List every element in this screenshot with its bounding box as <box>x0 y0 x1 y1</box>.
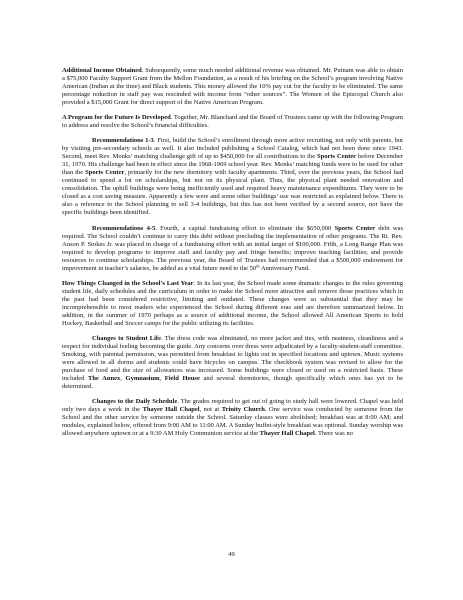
heading-how-things-changed: How Things Changed in the School’s Last Year <box>62 279 194 287</box>
document-body <box>62 67 403 445</box>
heading-changes-daily-schedule: Changes to the Daily Schedule <box>92 398 178 406</box>
paragraph-changes-daily-schedule: Changes to the Daily Schedule. The grades required to get out of going to study hall were lowered. Chapel was held only two days a week in the Thayer Hall Chapel, not at Trinity Church. One service was conducted by someone from the School and the other service by someone outside the School. Saturday classes were abolished; breakfast was at 8:00 AM; and modules, explained below, offered from 9:00 AM to 11:00 AM. A Sunday buffet-style breakfast was optional. Sunday worship was allowed anywhere uptown or at a 9:30 AM Holy Communion service at the Thayer Hall Chapel. There was no <box>62 398 403 438</box>
heading-recommendations-1-3: Recommendations 1-3 <box>92 137 154 145</box>
paragraph-program-future: A Program for the Future Is Developed. Together, Mr. Blanchard and the Board of Trustees came up with the following Program to address and resolve the School’s financial difficulties. <box>62 114 403 130</box>
heading-changes-student-life: Changes to Student Life <box>92 334 161 342</box>
paragraph-additional-income: Additional Income Obtained. Subsequently, some much needed additional revenue was obtained. Mr. Putnam was able to obtain a $75,000 Faculty Support Grant from the Mellon Foundation, as a result of his briefing on the School’s program involving Native American (Indian at the time) and Black students. This money allowed the 10% pay cut for the faculty to be eliminated. The same percentage reduction in staff pay was rescinded with income from “other sources”. The Women of the Episcopal Church also provided a $15,000 Grant for direct support of the Native American Program. <box>62 67 403 106</box>
heading-additional-income: Additional Income Obtained <box>62 67 142 74</box>
paragraph-how-things-changed: How Things Changed in the School’s Last Year. In its last year, the School made some dramatic changes to the rules governing student life, daily schedules and the curriculum in order to make the School more attractive and remove those practices which in the past had been considered restrictive, limiting and outdated. These changes were so substantial that they may be incomprehensible to most readers who experienced the School during different eras and are therefore summarized below. In addition, in the summer of 1970 perhaps as a source of additional income, the School allowed All American Sports to hold Hockey, Basketball and Soccer camps for the public utilizing its facilities. <box>62 279 403 327</box>
heading-recommendations-4-5: Recommendations 4-5 <box>92 224 156 232</box>
heading-program-future: A Program for the Future Is Developed <box>62 114 171 122</box>
page-number: 49 <box>228 551 235 558</box>
paragraph-recommendations-1-3: Recommendations 1-3. First, build the School’s enrollment through more active recruiting, not only with parents, but by visiting pre-secondary schools as well. It also included publishing a School Catalog, which had not been done since 1943. Second, meet Rev. Monks’ matching challenge gift of up to $450,000 for all contributions to the Sports Center before December 31, 1970. His challenge had been in effect since the 1968-1969 school year. Rev. Monks’ matching funds were to be used for other than the Sports Center, primarily for the new dormitory with faculty apartments. Third, over the previous years, the School had continued to spend a lot on scholarships, but not on its physical plant. Thus, the physical plant needed renovation and consolidation. The uphill buildings were being inefficiently used and required heavy maintenance expenditures. They were to be closed as a cost saving measure. Apparently a few were and some other buildings’ use was restricted as explained below. There is also a reference to the School planning to sell 3-4 buildings, but this has not been verified by a second source, nor have the specific buildings been identified. <box>62 137 403 217</box>
paragraph-changes-student-life: Changes to Student Life. The dress code was eliminated, no more jacket and ties, with neatness, cleanliness and a respect for individual feeling becoming the guide. Any concerns over dress were adjudicated by a faculty-student-staff committee. Smoking, with parental permission, was permitted from breakfast to lights out in specified locations and uptown. Music systems were allowed in all dorms and students could have bicycles on campus. The checkbook system was revised to allow for the purchase of food and the size of allowances was increased. Some buildings were closed or used on a restricted basis. These included The Annex, Gymnasium, Field House and several dormitories, though specifically which ones has yet to be determined. <box>62 334 404 390</box>
paragraph-recommendations-4-5: Recommendations 4-5. Fourth, a capital fundraising effort to eliminate the $650,000 Sports Center debt was required. The School couldn’t continue to carry this debt without precluding the implementation of other programs. The Rt. Rev. Anson P. Stokes Jr. was placed in charge of a fundraising effort with an initial target of $100,000. Fifth, a Long Range Plan was required to develop programs to improve staff and faculty pay and fringe benefits; improve teaching facilities; and provide resources to continue scholarships. The previous year, the Board of Trustees had recommended that a $500,000 endowment for improvement in teacher’s salaries, be added as a vital future need to the 50th Anniversary Fund. <box>62 224 403 272</box>
